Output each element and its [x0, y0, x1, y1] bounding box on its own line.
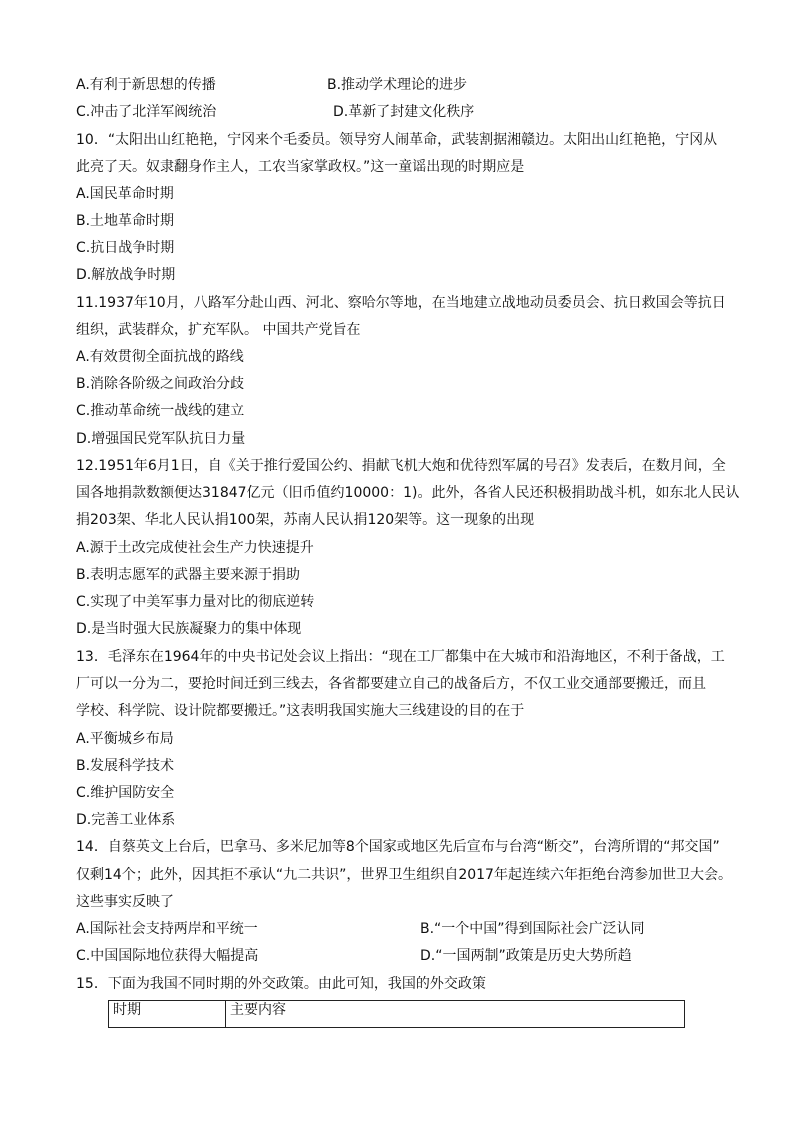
- q14-option-d: D.“一国两制”政策是历史大势所趋: [420, 948, 632, 964]
- q13-stem-line1: 13．毛泽东在1964年的中央书记处会议上指出：“现在工厂都集中在大城市和沿海地区，不利于备战，工: [76, 649, 725, 665]
- q9-option-b: B.推动学术理论的进步: [327, 77, 468, 93]
- q10-stem-line1: 10．“太阳出山红艳艳，宁冈来个毛委员。领导穷人闹革命，武装割据湘赣边。太阳出山红艳艳，宁冈从: [76, 132, 718, 148]
- q10-stem-line2: 此亮了天。奴隶翻身作主人，工农当家掌政权。”这一童谣出现的时期应是: [76, 159, 525, 175]
- q14-stem-line2: 仅剩14个；此外，因其拒不承认“九二共识”，世界卫生组织自2017年起连续六年拒绝台湾参加世卫大会。: [76, 867, 732, 883]
- q10-option-a: A.国民革命时期: [76, 186, 174, 202]
- q11-option-c: C.推动革命统一战线的建立: [76, 403, 245, 419]
- q12-option-c: C.实现了中美军事力量对比的彻底逆转: [76, 594, 315, 610]
- q12-option-a: A.源于土改完成使社会生产力快速提升: [76, 540, 314, 556]
- table-header-content: 主要内容: [226, 1001, 685, 1028]
- q11-stem-line1: 11.1937年10月，八路军分赴山西、河北、察哈尔等地，在当地建立战地动员委员会、抗日救国会等抗日: [76, 295, 726, 311]
- q13-option-c: C.维护国防安全: [76, 785, 175, 801]
- q11-option-d: D.增强国民党军队抗日力量: [76, 431, 246, 447]
- q11-option-b: B.消除各阶级之间政治分歧: [76, 376, 245, 392]
- q15-stem: 15．下面为我国不同时期的外交政策。由此可知，我国的外交政策: [76, 976, 486, 992]
- q12-stem-line1: 12.1951年6月1日，自《关于推行爱国公约、捐献飞机大炮和优待烈军属的号召》发表后，在数月间，全: [76, 458, 726, 474]
- q13-stem-line3: 学校、科学院、设计院都要搬迁。”这表明我国实施大三线建设的目的在于: [76, 703, 525, 719]
- q10-option-b: B.土地革命时期: [76, 213, 175, 229]
- q11-stem-line2: 组织，武装群众，扩充军队。 中国共产党旨在: [76, 322, 361, 338]
- q14-option-a: A.国际社会支持两岸和平统一: [76, 921, 258, 937]
- q12-stem-line2: 国各地捐款数额便达31847亿元（旧币值约10000：1)。此外，各省人民还积极捐助战斗机，如东北人民认: [76, 485, 740, 501]
- q13-option-b: B.发展科学技术: [76, 758, 175, 774]
- q14-option-b: B.“一个中国”得到国际社会广泛认同: [420, 921, 645, 937]
- q13-option-a: A.平衡城乡布局: [76, 731, 174, 747]
- q9-option-c: C.冲击了北洋军阀统治: [76, 104, 217, 120]
- q14-stem-line3: 这些事实反映了: [76, 894, 174, 910]
- table-header-period: 时期: [109, 1001, 226, 1028]
- q10-option-c: C.抗日战争时期: [76, 240, 175, 256]
- q14-option-c: C.中国国际地位获得大幅提高: [76, 948, 259, 964]
- q10-option-d: D.解放战争时期: [76, 267, 176, 283]
- q12-option-b: B.表明志愿军的武器主要来源于捐助: [76, 567, 301, 583]
- q14-stem-line1: 14．自蔡英文上台后，巴拿马、多米尼加等8个国家或地区先后宣布与台湾“断交”，台湾所谓的“邦交国”: [76, 839, 720, 855]
- table-header-row: [109, 1001, 685, 1028]
- q13-stem-line2: 厂可以一分为二，要抢时间迁到三线去，各省都要建立自己的战备后方，不仅工业交通部要搬迁，而且: [76, 676, 706, 692]
- q9-option-d: D.革新了封建文化秩序: [333, 104, 475, 120]
- q11-option-a: A.有效贯彻全面抗战的路线: [76, 349, 244, 365]
- q13-option-d: D.完善工业体系: [76, 812, 176, 828]
- foreign-policy-table: [108, 1000, 685, 1028]
- q9-option-a: A.有利于新思想的传播: [76, 77, 216, 93]
- q12-option-d: D.是当时强大民族凝聚力的集中体现: [76, 621, 302, 637]
- q12-stem-line3: 捐203架、华北人民认捐100架，苏南人民认捐120架等。这一现象的出现: [76, 512, 535, 528]
